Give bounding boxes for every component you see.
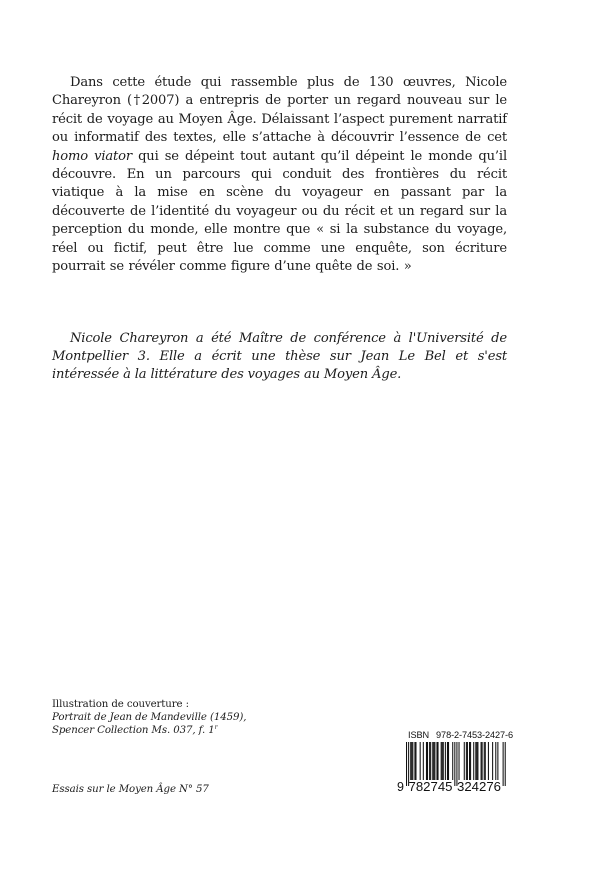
illustration-credit-label: Illustration de couverture : [52, 699, 189, 710]
barcode-bar [464, 742, 465, 780]
barcode-bar [459, 742, 460, 780]
barcode-bar [495, 742, 496, 780]
barcode-bar [466, 742, 467, 780]
barcode-bar [481, 742, 482, 780]
barcode-bar [434, 742, 435, 780]
barcode-guard-bar [505, 742, 506, 786]
barcode-bar [414, 742, 415, 780]
barcode-bar [443, 742, 444, 780]
barcode-bar [442, 742, 443, 780]
barcode-first-digit: 9 [397, 780, 404, 792]
summary-text-end: qui se dépeint tout autant qu’il dépeint le monde qu’il découvre. En un parcours qui conduit des frontières du récit viatique à la mise en scène du voyageur en passant par la découverte de l’identité du voyageur ou du récit et un regard sur la perception du monde, elle montre que « si la substance du voyage, réel ou fictif, peut être lue comme une enquête, son écriture pourrait se révéler comme figure d’une quête de soi. » [52, 148, 507, 275]
barcode-bar [429, 742, 430, 780]
barcode-bar [492, 742, 493, 780]
barcode-bar [470, 742, 471, 780]
barcode-bar [430, 742, 431, 780]
barcode-bar [432, 742, 433, 780]
isbn-label: ISBN [408, 730, 430, 740]
barcode-bar [473, 742, 474, 780]
barcode-bar [438, 742, 439, 780]
barcode-guard-bar [503, 742, 504, 786]
barcode-bar [423, 742, 424, 780]
barcode-bar [411, 742, 412, 780]
barcode-bar [475, 742, 476, 780]
barcode-bar [448, 742, 449, 780]
barcode-bar [420, 742, 421, 780]
barcode-guard-bar [454, 742, 455, 786]
barcode-bar [436, 742, 437, 780]
isbn-number: 978-2-7453-2427-6 [436, 730, 514, 740]
author-bio: Nicole Chareyron a été Maître de conférence à l'Université de Montpellier 3. Elle a écrit une thèse sur Jean Le Bel et s'est intéressée à la littérature des voyages au Moyen Âge. [52, 331, 507, 383]
book-summary [52, 74, 507, 276]
illustration-credit-title: Portrait de Jean de Mandeville (1459), [52, 712, 247, 724]
summary-text-start: Dans cette étude qui rassemble plus de 130 œuvres, Nicole Chareyron (†2007) a entrepris de porter un regard nouveau sur le récit de voyage au Moyen Âge. Délaissant l’aspect purement narratif ou informatif des textes, elle s’attache à découvrir l’essence de cet [52, 75, 507, 146]
barcode-bar [467, 742, 468, 780]
barcode-bar [433, 742, 434, 780]
barcode-bar [482, 742, 483, 780]
series-title: Essais sur le Moyen Âge N° 57 [52, 784, 209, 795]
ean13-barcode [394, 730, 514, 792]
isbn-barcode-block [394, 730, 514, 792]
barcode-bar [415, 742, 416, 780]
barcode-bar [488, 742, 489, 780]
barcode-bar [412, 742, 413, 780]
illustration-credit-source-line [52, 724, 246, 737]
illustration-credit [52, 698, 246, 738]
barcode-bar [485, 742, 486, 780]
barcode-bar [477, 742, 478, 780]
illustration-credit-superscript: r [214, 724, 218, 732]
barcode-bar [476, 742, 477, 780]
barcode-bar [452, 742, 453, 780]
barcode-right-digits: 324276 [457, 780, 502, 792]
barcode-bar [469, 742, 470, 780]
barcode-bar [497, 742, 498, 780]
illustration-credit-source: Spencer Collection Ms. 037, f. 1 [52, 725, 215, 737]
barcode-bar [427, 742, 428, 780]
barcode-bar [445, 742, 446, 780]
barcode-bar [447, 742, 448, 780]
barcode-bar [426, 742, 427, 780]
barcode-bar [441, 742, 442, 780]
barcode-left-digits: 782745 [408, 780, 453, 792]
barcode-bar [484, 742, 485, 780]
barcode-bar [410, 742, 411, 780]
summary-latin-term: homo viator [52, 148, 132, 164]
barcode-guard-bar [406, 742, 407, 786]
